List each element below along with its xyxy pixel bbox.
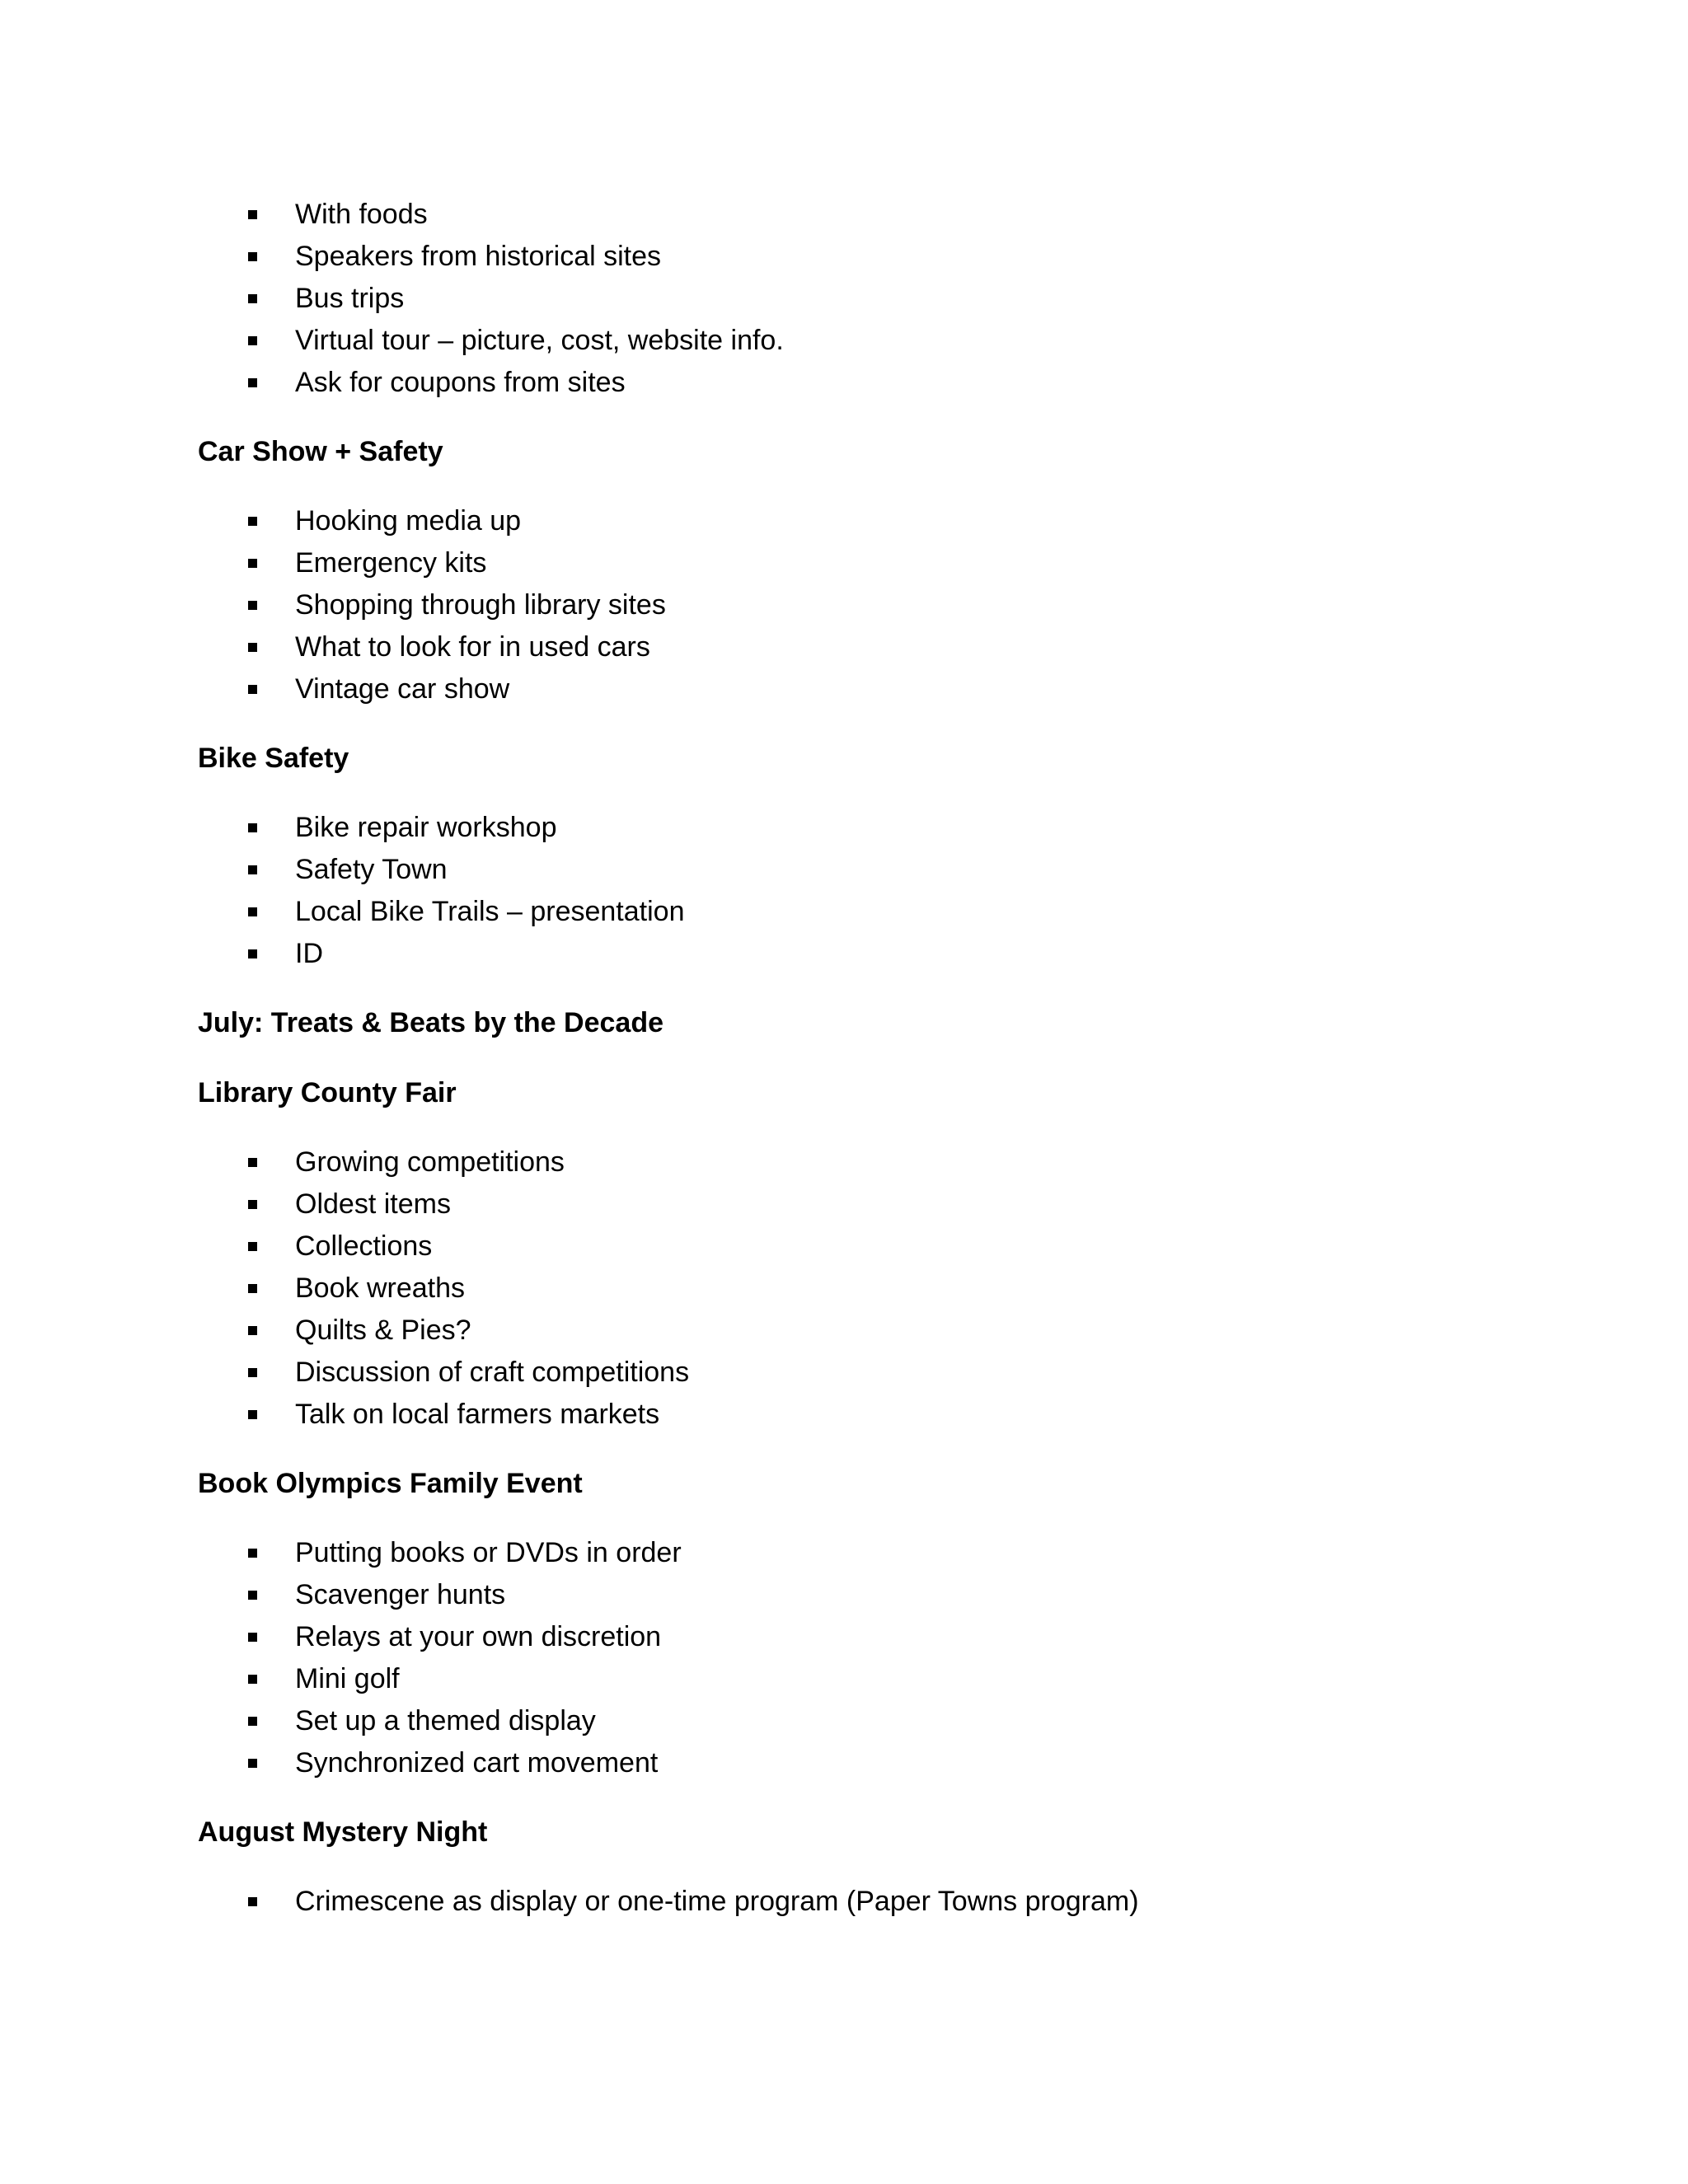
list-item: Speakers from historical sites [295,241,662,272]
section-heading: August Mystery Night [198,1816,488,1848]
list-item: Synchronized cart movement [295,1747,659,1779]
bullet-square-icon [248,907,257,916]
list-item: Vintage car show [295,673,510,705]
bullet-square-icon [248,1242,257,1251]
bullet-square-icon [248,1368,257,1377]
bullet-square-icon [248,643,257,652]
list-item: Hooking media up [295,505,522,537]
list-item: Growing competitions [295,1146,565,1178]
bullet-square-icon [248,252,257,261]
bullet-square-icon [248,1284,257,1293]
bullet-square-icon [248,378,257,387]
list-item: Local Bike Trails – presentation [295,896,685,927]
list-item: Bus trips [295,283,405,314]
bullet-square-icon [248,294,257,303]
bullet-square-icon [248,1591,257,1600]
bullet-square-icon [248,685,257,694]
list-item: Mini golf [295,1663,400,1694]
list-item: Talk on local farmers markets [295,1399,660,1430]
bullet-square-icon [248,1759,257,1768]
bullet-square-icon [248,1158,257,1167]
bullet-square-icon [248,601,257,610]
bullet-square-icon [248,1549,257,1558]
list-item: Quilts & Pies? [295,1315,471,1346]
section-heading: Car Show + Safety [198,436,443,467]
list-item: Bike repair workshop [295,812,557,843]
list-item: Putting books or DVDs in order [295,1537,682,1568]
bullet-square-icon [248,336,257,345]
list-item: Safety Town [295,854,448,885]
list-item: Scavenger hunts [295,1579,506,1610]
list-item: What to look for in used cars [295,631,650,663]
list-item: ID [295,938,323,969]
bullet-square-icon [248,1326,257,1335]
list-item: Relays at your own discretion [295,1621,662,1652]
bullet-square-icon [248,1897,257,1906]
list-item: Ask for coupons from sites [295,367,626,398]
list-item: Set up a themed display [295,1705,596,1736]
bullet-square-icon [248,1675,257,1684]
bullet-square-icon [248,210,257,219]
bullet-square-icon [248,823,257,832]
section-heading: Library County Fair [198,1077,457,1108]
list-item: Shopping through library sites [295,589,666,621]
bullet-square-icon [248,1200,257,1209]
list-item: Oldest items [295,1188,451,1220]
section-heading: Book Olympics Family Event [198,1468,583,1499]
list-item: Collections [295,1230,433,1262]
list-item: Emergency kits [295,547,487,579]
list-item: Discussion of craft competitions [295,1357,690,1388]
bullet-square-icon [248,1633,257,1642]
bullet-square-icon [248,517,257,526]
section-heading: Bike Safety [198,743,349,774]
section-heading: July: Treats & Beats by the Decade [198,1007,664,1038]
list-item: Book wreaths [295,1272,465,1304]
list-item: Crimescene as display or one-time program (Paper Towns program) [295,1886,1139,1917]
bullet-square-icon [248,559,257,568]
bullet-square-icon [248,865,257,874]
bullet-square-icon [248,1410,257,1419]
bullet-square-icon [248,1717,257,1726]
list-item: With foods [295,199,428,230]
bullet-square-icon [248,949,257,958]
list-item: Virtual tour – picture, cost, website info. [295,325,784,356]
